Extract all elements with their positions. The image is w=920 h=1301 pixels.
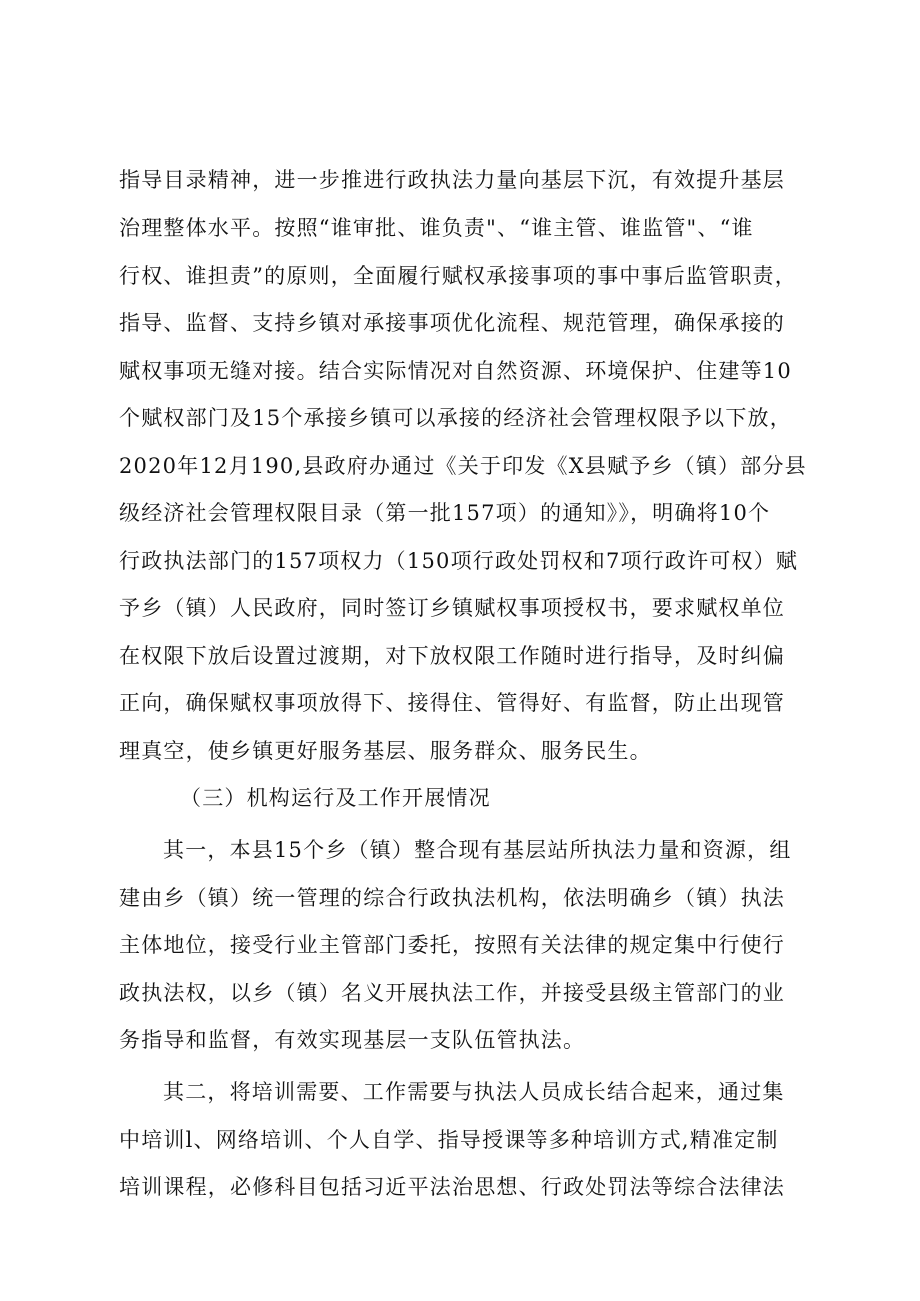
text-line: 指导目录精神，进一步推进行政执法力量向基层下沉，有效提升基层	[119, 168, 785, 192]
text-line: 2020年12月190,县政府办通过《关于印发《X县赋予乡（镇）部分县	[119, 454, 807, 478]
text-line: 主体地位，接受行业主管部门委托，按照有关法律的规定集中行使行	[119, 933, 785, 957]
text-line: 个赋权部门及15个承接乡镇可以承接的经济社会管理权限予以下放，	[119, 406, 792, 430]
text-line: 行政执法部门的157项权力（150项行政处罚权和7项行政许可权）赋	[119, 549, 799, 573]
text-line: 指导、监督、支持乡镇对承接事项优化流程、规范管理，确保承接的	[119, 311, 785, 335]
text-line: 赋权事项无缝对接。结合实际情况对自然资源、环境保护、住建等10	[119, 359, 792, 383]
text-line: 其二，将培训需要、工作需要与执法人员成长结合起来，通过集	[163, 1080, 785, 1104]
text-line: 在权限下放后设置过渡期，对下放权限工作随时进行指导，及时纠偏	[119, 644, 785, 668]
text-line: 建由乡（镇）统一管理的综合行政执法机构，依法明确乡（镇）执法	[119, 886, 785, 910]
text-line: 培训课程，必修科目包括习近平法治思想、行政处罚法等综合法律法	[119, 1175, 785, 1199]
text-line: 政执法权，以乡（镇）名义开展执法工作，并接受县级主管部门的业	[119, 981, 785, 1005]
text-line: 级经济社会管理权限目录（第一批157项）的通知》》，明确将10个	[119, 501, 771, 525]
text-line: 中培训l、网络培训、个人自学、指导授课等多种培训方式,精准定制	[119, 1128, 779, 1152]
text-line: 治理整体水平。按照“谁审批、谁负责"、“谁主管、谁监管"、“谁	[119, 216, 754, 240]
text-line: 正向，确保赋权事项放得下、接得住、管得好、有监督，防止出现管	[119, 691, 785, 715]
text-line: 其一，本县15个乡（镇）整合现有基层站所执法力量和资源，组	[163, 838, 792, 862]
text-line: 务指导和监督，有效实现基层一支队伍管执法。	[119, 1028, 586, 1052]
text-line: 予乡（镇）人民政府，同时签订乡镇赋权事项授权书，要求赋权单位	[119, 596, 785, 620]
text-line: 行权、谁担责”的原则，全面履行赋权承接事项的事中事后监管职责，	[119, 264, 797, 288]
section-heading: （三）机构运行及工作开展情况	[180, 786, 491, 810]
text-line: 理真空，使乡镇更好服务基层、服务群众、服务民生。	[119, 739, 652, 763]
